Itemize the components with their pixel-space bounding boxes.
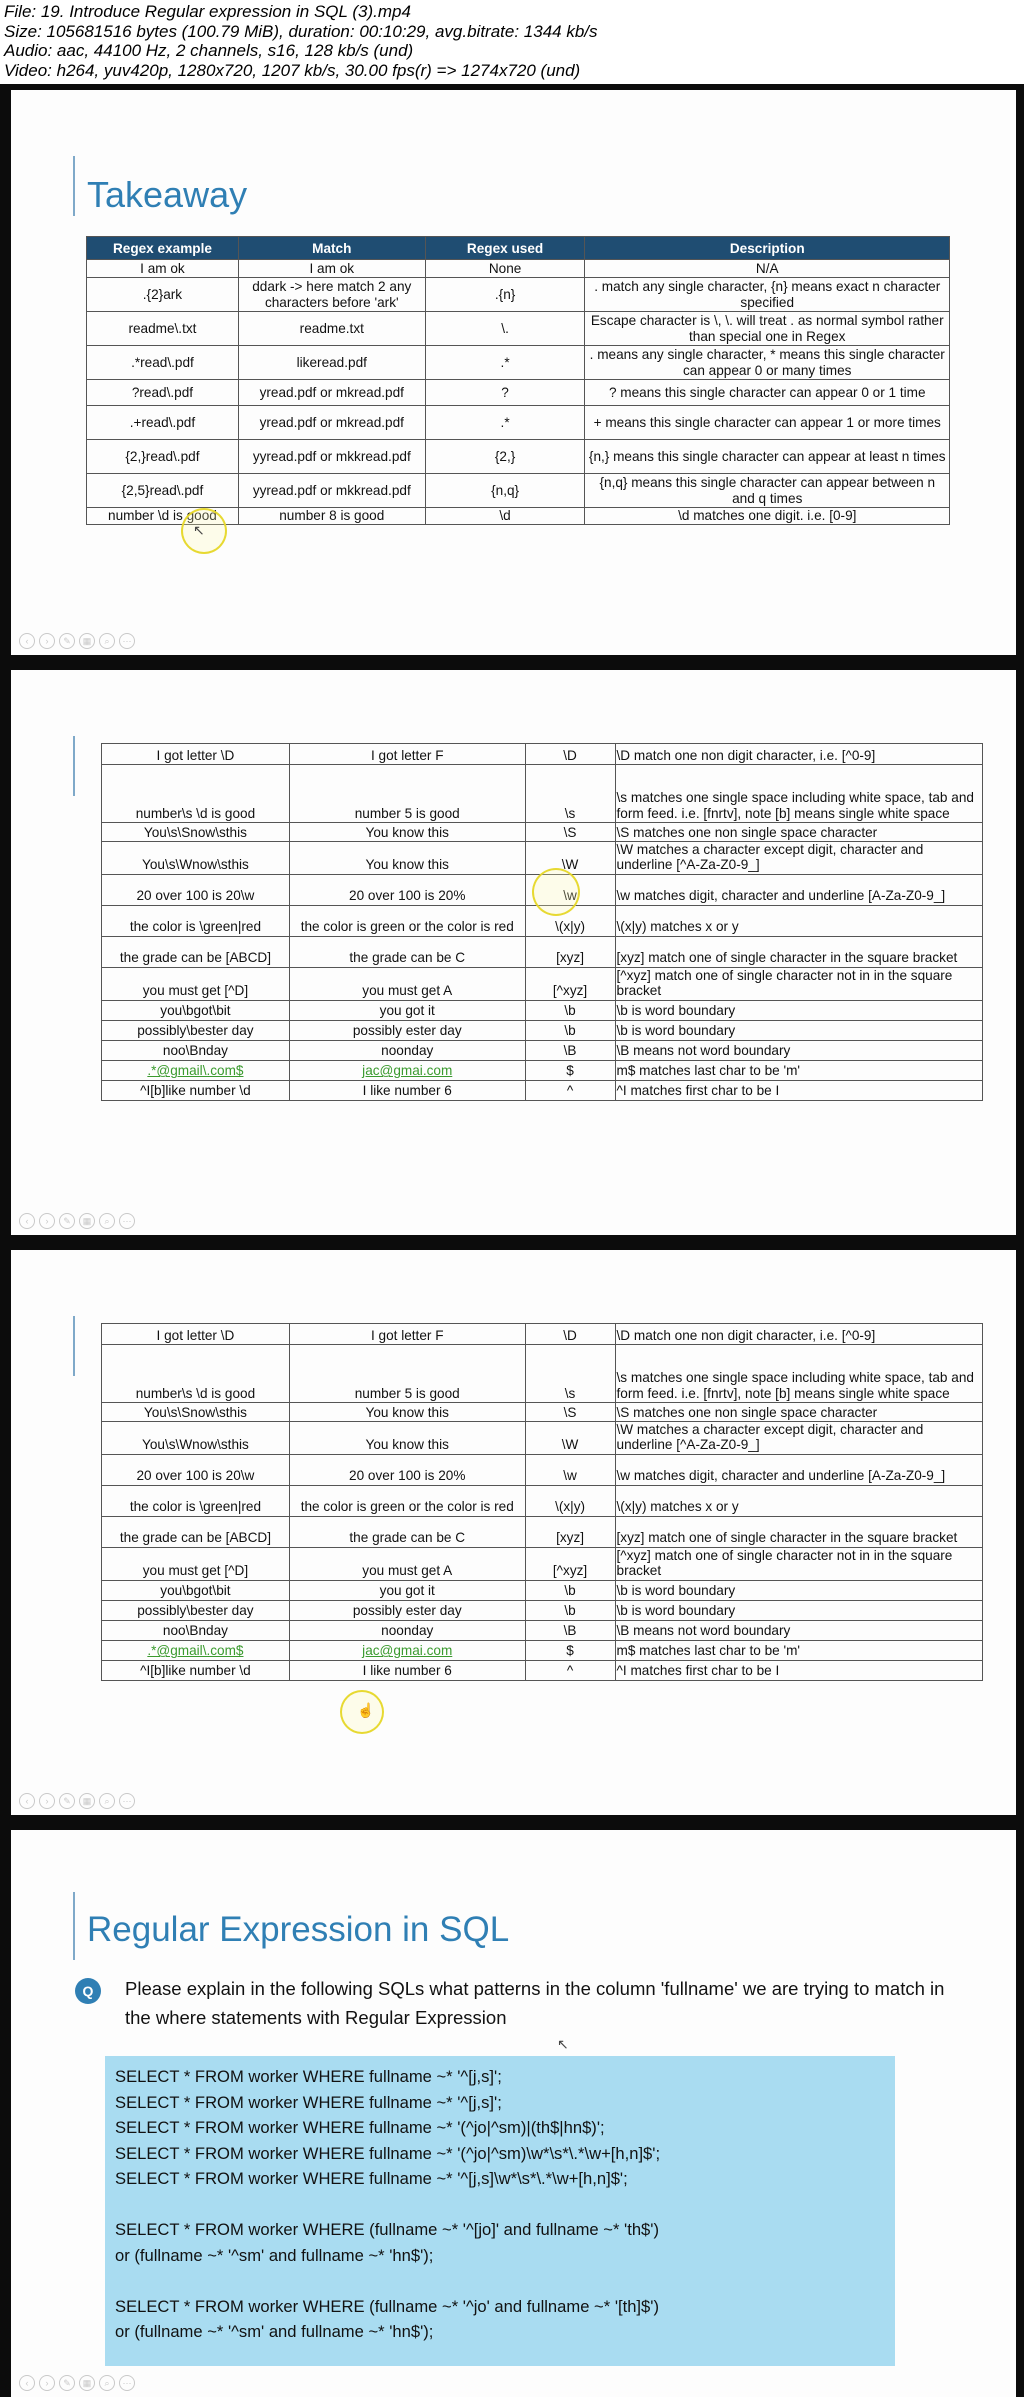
sql-line: or (fullname ~* '^sm' and fullname ~* 'hn$'); bbox=[115, 2322, 434, 2341]
table-cell: ?read\.pdf bbox=[87, 380, 239, 406]
table-cell: \(x|y) bbox=[525, 1485, 615, 1516]
sql-line: SELECT * FROM worker WHERE (fullname ~* '^jo' and fullname ~* '[th]$') bbox=[115, 2296, 659, 2316]
table-cell: ? bbox=[425, 380, 585, 406]
table-cell: ^ bbox=[525, 1660, 615, 1680]
slide-controls bbox=[19, 1213, 135, 1229]
table-cell: I am ok bbox=[238, 260, 425, 278]
table-cell: you must get A bbox=[289, 1547, 525, 1580]
table-cell: noonday bbox=[289, 1620, 525, 1640]
slide-controls bbox=[19, 1793, 135, 1809]
sql-line: SELECT * FROM worker WHERE fullname ~* '^[j,s]'; bbox=[115, 2067, 502, 2086]
file-info-line: Video: h264, yuv420p, 1280x720, 1207 kb/s, 30.00 fps(r) => 1274x720 (und) bbox=[4, 60, 581, 80]
table-row bbox=[87, 346, 950, 380]
table-cell: .* bbox=[425, 346, 585, 380]
table-cell: you\bgot\bit bbox=[102, 1580, 290, 1600]
table-row bbox=[87, 380, 950, 406]
table-cell: I got letter \D bbox=[102, 744, 290, 765]
more-icon[interactable]: ⋯ bbox=[119, 2375, 135, 2391]
table-cell: \D match one non digit character, i.e. [^0-9] bbox=[615, 744, 982, 765]
column-header: Regex used bbox=[425, 237, 585, 260]
table-cell: Escape character is \, \. will treat . as normal symbol rather than special one in Regex bbox=[585, 312, 950, 346]
table-cell: . match any single character, {n} means exact n character specified bbox=[585, 278, 950, 312]
table-cell: .*@gmail\.com$ bbox=[102, 1640, 290, 1660]
table-cell: \b is word boundary bbox=[615, 1000, 982, 1020]
table-cell: \B bbox=[525, 1040, 615, 1060]
title-accent-bar bbox=[73, 156, 75, 216]
slide-controls bbox=[19, 633, 135, 649]
table-cell: you must get A bbox=[289, 967, 525, 1000]
table-row bbox=[102, 744, 983, 765]
regex-table bbox=[101, 1323, 983, 1681]
slides-icon[interactable]: ▦ bbox=[79, 1213, 95, 1229]
table-cell: \s matches one single space including white space, tab and form feed. i.e. [fnrtv], note [b] means single white space bbox=[615, 765, 982, 823]
next-icon[interactable]: › bbox=[39, 2375, 55, 2391]
table-cell: [xyz] bbox=[525, 936, 615, 967]
table-cell: ^I[b]like number \d bbox=[102, 1080, 290, 1100]
table-cell: \w bbox=[525, 874, 615, 905]
table-cell: 20 over 100 is 20\w bbox=[102, 874, 290, 905]
video-frame-2 bbox=[0, 664, 1024, 1244]
pen-icon[interactable]: ✎ bbox=[59, 633, 75, 649]
table-cell: possibly ester day bbox=[289, 1020, 525, 1040]
table-cell: number 5 is good bbox=[289, 765, 525, 823]
title-accent-bar bbox=[73, 1316, 75, 1376]
slides-icon[interactable]: ▦ bbox=[79, 633, 95, 649]
table-cell: .{2}ark bbox=[87, 278, 239, 312]
table-cell: \S bbox=[525, 823, 615, 842]
table-cell: likeread.pdf bbox=[238, 346, 425, 380]
table-cell: {n,q} means this single character can appear between n and q times bbox=[585, 474, 950, 508]
sql-line: SELECT * FROM worker WHERE fullname ~* '(^jo|^sm)\w*\s*\.*\w+[h,n]$'; bbox=[115, 2143, 661, 2163]
table-row bbox=[87, 440, 950, 474]
sql-line bbox=[115, 2192, 885, 2218]
table-cell: \S matches one non single space character bbox=[615, 1403, 982, 1422]
table-cell: \s bbox=[525, 765, 615, 823]
prev-icon[interactable]: ‹ bbox=[19, 633, 35, 649]
table-cell: \b is word boundary bbox=[615, 1580, 982, 1600]
zoom-icon[interactable]: ⌕ bbox=[99, 633, 115, 649]
table-cell: I got letter F bbox=[289, 744, 525, 765]
table-cell: \b is word boundary bbox=[615, 1600, 982, 1620]
table-cell: \(x|y) matches x or y bbox=[615, 1485, 982, 1516]
table-cell: You know this bbox=[289, 823, 525, 842]
table-header-row bbox=[87, 237, 950, 260]
video-frame-1 bbox=[0, 84, 1024, 664]
table-cell: \W bbox=[525, 1422, 615, 1455]
table-cell: \B means not word boundary bbox=[615, 1040, 982, 1060]
mouse-pointer-icon: ↖ bbox=[193, 522, 205, 538]
table-cell: the grade can be C bbox=[289, 1516, 525, 1547]
table-row bbox=[102, 967, 983, 1000]
table-cell: [xyz] match one of single character in the square bracket bbox=[615, 1516, 982, 1547]
table-cell: \B bbox=[525, 1620, 615, 1640]
table-cell: number \d is good bbox=[87, 508, 239, 525]
table-cell: \S matches one non single space character bbox=[615, 823, 982, 842]
table-cell: yread.pdf or mkread.pdf bbox=[238, 380, 425, 406]
table-cell: \. bbox=[425, 312, 585, 346]
sql-line: SELECT * FROM worker WHERE (fullname ~* '^[jo]' and fullname ~* 'th$') bbox=[115, 2220, 659, 2239]
table-cell: \W matches a character except digit, character and underline [^A-Za-Z0-9_] bbox=[615, 842, 982, 875]
table-cell: \d bbox=[425, 508, 585, 525]
table-row bbox=[102, 1403, 983, 1422]
table-row bbox=[102, 1485, 983, 1516]
table-cell: \W bbox=[525, 842, 615, 875]
table-row bbox=[102, 823, 983, 842]
file-info-line: File: 19. Introduce Regular expression in SQL (3).mp4 bbox=[4, 2, 411, 21]
table-cell: 20 over 100 is 20% bbox=[289, 1454, 525, 1485]
table-row bbox=[102, 765, 983, 823]
table-cell: yyread.pdf or mkkread.pdf bbox=[238, 474, 425, 508]
table-cell: possibly\bester day bbox=[102, 1600, 290, 1620]
table-cell: I got letter \D bbox=[102, 1324, 290, 1345]
table-cell: the grade can be C bbox=[289, 936, 525, 967]
table-cell: ? means this single character can appear 0 or 1 time bbox=[585, 380, 950, 406]
table-cell: I am ok bbox=[87, 260, 239, 278]
table-cell: [^xyz] match one of single character not in in the square bracket bbox=[615, 1547, 982, 1580]
table-cell: \b bbox=[525, 1020, 615, 1040]
table-cell: readme\.txt bbox=[87, 312, 239, 346]
table-cell: \D bbox=[525, 1324, 615, 1345]
slide-title: Regular Expression in SQL bbox=[87, 1910, 510, 1949]
sql-code-box bbox=[105, 2056, 895, 2366]
table-cell: {n,} means this single character can appear at least n times bbox=[585, 440, 950, 474]
table-cell: \b bbox=[525, 1580, 615, 1600]
table-cell: \(x|y) bbox=[525, 905, 615, 936]
table-cell: You know this bbox=[289, 1403, 525, 1422]
sql-line bbox=[115, 2268, 885, 2294]
file-info-line: Audio: aac, 44100 Hz, 2 channels, s16, 128 kb/s (und) bbox=[4, 41, 414, 61]
pen-icon[interactable]: ✎ bbox=[59, 2375, 75, 2391]
slide-controls bbox=[19, 2375, 135, 2391]
pen-icon[interactable]: ✎ bbox=[59, 1213, 75, 1229]
table-cell: ^I matches first char to be I bbox=[615, 1660, 982, 1680]
table-row bbox=[87, 312, 950, 346]
table-cell: number 8 is good bbox=[238, 508, 425, 525]
table-cell: you must get [^D] bbox=[102, 1547, 290, 1580]
table-row bbox=[102, 1516, 983, 1547]
question-text: Please explain in the following SQLs what patterns in the column 'fullname' we are trying to match in the where statements with Regular Expression bbox=[125, 1978, 945, 2028]
table-cell: yyread.pdf or mkkread.pdf bbox=[238, 440, 425, 474]
zoom-icon[interactable]: ⌕ bbox=[99, 2375, 115, 2391]
table-row bbox=[102, 1454, 983, 1485]
table-cell: .*@gmail\.com$ bbox=[102, 1060, 290, 1080]
table-cell: \b bbox=[525, 1000, 615, 1020]
table-cell: None bbox=[425, 260, 585, 278]
title-accent-bar bbox=[73, 736, 75, 796]
table-cell: \W matches a character except digit, character and underline [^A-Za-Z0-9_] bbox=[615, 1422, 982, 1455]
table-cell: the color is \green|red bbox=[102, 905, 290, 936]
table-row bbox=[102, 1422, 983, 1455]
table-cell: \B means not word boundary bbox=[615, 1620, 982, 1640]
table-row bbox=[87, 474, 950, 508]
table-cell: \D bbox=[525, 744, 615, 765]
table-cell: [^xyz] match one of single character not in in the square bracket bbox=[615, 967, 982, 1000]
table-cell: \d matches one digit. i.e. [0-9] bbox=[585, 508, 950, 525]
table-cell: You\s\Snow\sthis bbox=[102, 823, 290, 842]
table-cell: [xyz] match one of single character in the square bracket bbox=[615, 936, 982, 967]
video-frame-4 bbox=[0, 1824, 1024, 2397]
table-cell: ^I[b]like number \d bbox=[102, 1660, 290, 1680]
sql-line: SELECT * FROM worker WHERE fullname ~* '^[j,s]\w*\s*\.*\w+[h,n]$'; bbox=[115, 2169, 628, 2188]
sql-line: SELECT * FROM worker WHERE fullname ~* '^[j,s]'; bbox=[115, 2092, 502, 2112]
table-cell: \b bbox=[525, 1600, 615, 1620]
table-cell: You\s\Wnow\sthis bbox=[102, 1422, 290, 1455]
pen-icon[interactable]: ✎ bbox=[59, 1793, 75, 1809]
table-cell: I like number 6 bbox=[289, 1080, 525, 1100]
next-icon[interactable]: › bbox=[39, 1213, 55, 1229]
table-cell: {2,5}read\.pdf bbox=[87, 474, 239, 508]
table-cell: the color is green or the color is red bbox=[289, 905, 525, 936]
slide-regex-sql bbox=[11, 1830, 1016, 2397]
table-cell: the color is \green|red bbox=[102, 1485, 290, 1516]
table-cell: [^xyz] bbox=[525, 1547, 615, 1580]
table-cell: you\bgot\bit bbox=[102, 1000, 290, 1020]
file-info-header bbox=[4, 2, 1004, 80]
table-row bbox=[102, 1580, 983, 1600]
slide-regex-table-3 bbox=[11, 1250, 1016, 1815]
table-row bbox=[102, 1000, 983, 1020]
table-cell: \b is word boundary bbox=[615, 1020, 982, 1040]
table-row bbox=[102, 1020, 983, 1040]
slide-takeaway bbox=[11, 90, 1016, 655]
next-icon[interactable]: › bbox=[39, 1793, 55, 1809]
zoom-icon[interactable]: ⌕ bbox=[99, 1213, 115, 1229]
table-cell: possibly\bester day bbox=[102, 1020, 290, 1040]
table-cell: number 5 is good bbox=[289, 1345, 525, 1403]
table-row bbox=[102, 1040, 983, 1060]
table-row bbox=[102, 1324, 983, 1345]
table-cell: {n,q} bbox=[425, 474, 585, 508]
table-cell: \w bbox=[525, 1454, 615, 1485]
table-cell: {2,} bbox=[425, 440, 585, 474]
table-cell: You know this bbox=[289, 842, 525, 875]
mouse-pointer-icon: ↖ bbox=[557, 2036, 569, 2052]
column-header: Match bbox=[238, 237, 425, 260]
regex-takeaway-table bbox=[86, 236, 950, 525]
sql-line: or (fullname ~* '^sm' and fullname ~* 'hn$'); bbox=[115, 2245, 434, 2265]
table-cell: jac@gmai.com bbox=[289, 1640, 525, 1660]
prev-icon[interactable]: ‹ bbox=[19, 1793, 35, 1809]
table-cell: noo\Bnday bbox=[102, 1040, 290, 1060]
column-header: Description bbox=[585, 237, 950, 260]
table-cell: I got letter F bbox=[289, 1324, 525, 1345]
prev-icon[interactable]: ‹ bbox=[19, 1213, 35, 1229]
table-cell: you must get [^D] bbox=[102, 967, 290, 1000]
table-cell: $ bbox=[525, 1060, 615, 1080]
table-cell: m$ matches last char to be 'm' bbox=[615, 1640, 982, 1660]
table-cell: I like number 6 bbox=[289, 1660, 525, 1680]
table-cell: number\s \d is good bbox=[102, 1345, 290, 1403]
table-cell: possibly ester day bbox=[289, 1600, 525, 1620]
table-cell: number\s \d is good bbox=[102, 765, 290, 823]
table-row bbox=[102, 936, 983, 967]
table-cell: .+read\.pdf bbox=[87, 406, 239, 440]
table-cell: \w matches digit, character and underline [A-Za-Z0-9_] bbox=[615, 1454, 982, 1485]
table-row bbox=[102, 842, 983, 875]
table-row bbox=[102, 1345, 983, 1403]
table-cell: \(x|y) matches x or y bbox=[615, 905, 982, 936]
question-badge: Q bbox=[75, 1978, 101, 2004]
table-cell: yread.pdf or mkread.pdf bbox=[238, 406, 425, 440]
next-icon[interactable]: › bbox=[39, 633, 55, 649]
table-cell: . means any single character, * means this single character can appear 0 or many times bbox=[585, 346, 950, 380]
slides-icon[interactable]: ▦ bbox=[79, 2375, 95, 2391]
table-row bbox=[102, 1640, 983, 1660]
table-cell: You\s\Wnow\sthis bbox=[102, 842, 290, 875]
more-icon[interactable]: ⋯ bbox=[119, 633, 135, 649]
title-accent-bar bbox=[73, 1892, 75, 1960]
slides-icon[interactable]: ▦ bbox=[79, 1793, 95, 1809]
table-row bbox=[87, 406, 950, 440]
regex-table bbox=[101, 743, 983, 1101]
table-cell: {2,}read\.pdf bbox=[87, 440, 239, 474]
table-cell: [^xyz] bbox=[525, 967, 615, 1000]
table-cell: ^ bbox=[525, 1080, 615, 1100]
column-header: Regex example bbox=[87, 237, 239, 260]
zoom-icon[interactable]: ⌕ bbox=[99, 1793, 115, 1809]
table-row bbox=[87, 260, 950, 278]
more-icon[interactable]: ⋯ bbox=[119, 1213, 135, 1229]
table-cell: .*read\.pdf bbox=[87, 346, 239, 380]
table-cell: readme.txt bbox=[238, 312, 425, 346]
table-cell: You\s\Snow\sthis bbox=[102, 1403, 290, 1422]
table-row bbox=[102, 1060, 983, 1080]
table-cell: the grade can be [ABCD] bbox=[102, 1516, 290, 1547]
table-cell: you got it bbox=[289, 1000, 525, 1020]
table-cell: the color is green or the color is red bbox=[289, 1485, 525, 1516]
slide-title: Takeaway bbox=[87, 174, 248, 215]
table-cell: the grade can be [ABCD] bbox=[102, 936, 290, 967]
more-icon[interactable]: ⋯ bbox=[119, 1793, 135, 1809]
video-frame-3 bbox=[0, 1244, 1024, 1824]
table-row bbox=[102, 1600, 983, 1620]
file-info-line: Size: 105681516 bytes (100.79 MiB), duration: 00:10:29, avg.bitrate: 1344 kb/s bbox=[4, 21, 598, 41]
hand-pointer-icon: ☝ bbox=[357, 1702, 375, 1718]
table-cell: ddark -> here match 2 any characters before 'ark' bbox=[238, 278, 425, 312]
table-cell: \S bbox=[525, 1403, 615, 1422]
prev-icon[interactable]: ‹ bbox=[19, 2375, 35, 2391]
table-row bbox=[87, 278, 950, 312]
table-cell: \s bbox=[525, 1345, 615, 1403]
table-cell: you got it bbox=[289, 1580, 525, 1600]
table-row bbox=[102, 1620, 983, 1640]
table-cell: \s matches one single space including white space, tab and form feed. i.e. [fnrtv], note [b] means single white space bbox=[615, 1345, 982, 1403]
table-cell: jac@gmai.com bbox=[289, 1060, 525, 1080]
table-cell: .{n} bbox=[425, 278, 585, 312]
table-cell: ^I matches first char to be I bbox=[615, 1080, 982, 1100]
cursor-highlight bbox=[532, 868, 580, 916]
table-cell: m$ matches last char to be 'm' bbox=[615, 1060, 982, 1080]
table-cell: \D match one non digit character, i.e. [^0-9] bbox=[615, 1324, 982, 1345]
sql-line: SELECT * FROM worker WHERE fullname ~* '(^jo|^sm)|(th$|hn$)'; bbox=[115, 2118, 605, 2137]
table-cell: noonday bbox=[289, 1040, 525, 1060]
table-cell: You know this bbox=[289, 1422, 525, 1455]
table-cell: .* bbox=[425, 406, 585, 440]
table-row bbox=[102, 1080, 983, 1100]
table-cell: 20 over 100 is 20\w bbox=[102, 1454, 290, 1485]
table-cell: N/A bbox=[585, 260, 950, 278]
table-row bbox=[102, 1547, 983, 1580]
table-cell: $ bbox=[525, 1640, 615, 1660]
table-cell: 20 over 100 is 20% bbox=[289, 874, 525, 905]
table-cell: \w matches digit, character and underline [A-Za-Z0-9_] bbox=[615, 874, 982, 905]
table-cell: + means this single character can appear 1 or more times bbox=[585, 406, 950, 440]
table-cell: noo\Bnday bbox=[102, 1620, 290, 1640]
table-cell: [xyz] bbox=[525, 1516, 615, 1547]
table-row bbox=[102, 1660, 983, 1680]
slide-regex-table-2 bbox=[11, 670, 1016, 1235]
